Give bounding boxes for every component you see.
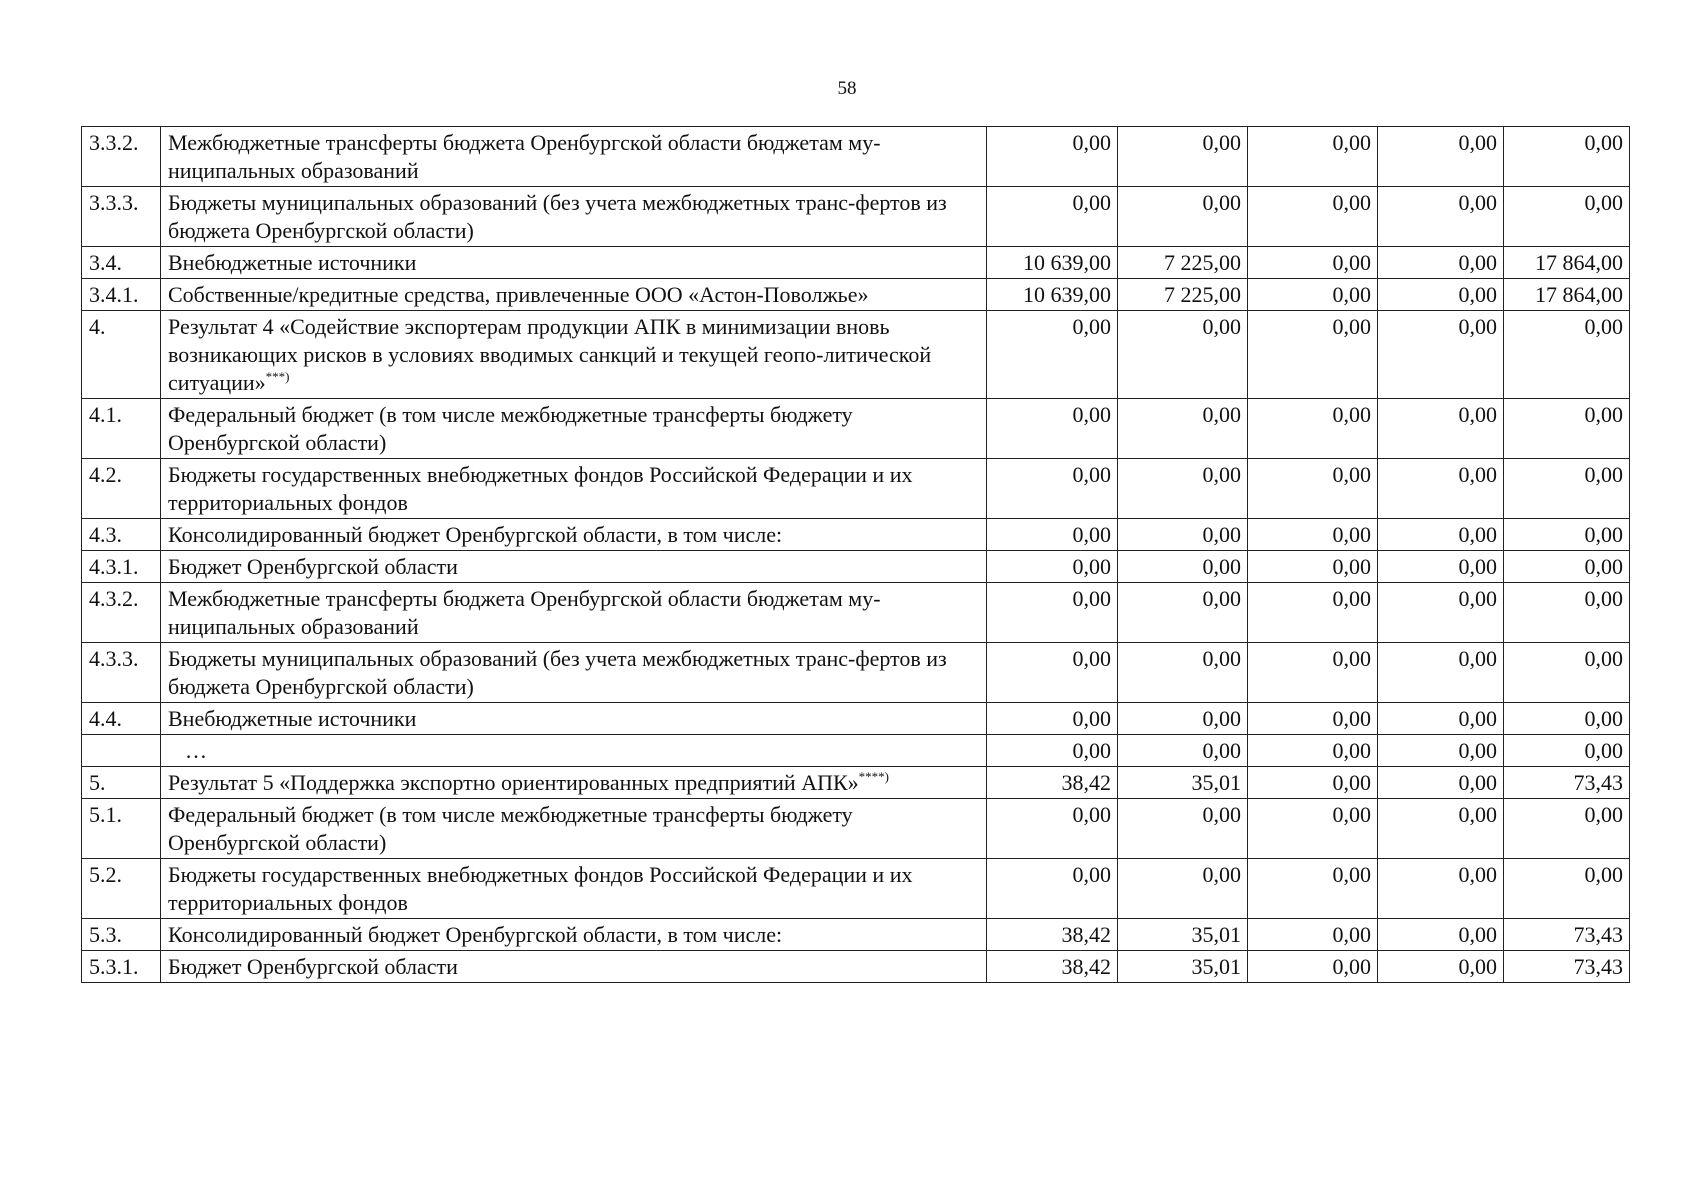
row-name: [161, 459, 987, 519]
value-cell: 0,00: [987, 127, 1118, 187]
row-number: 5.3.1.: [82, 951, 161, 983]
row-name: [161, 519, 987, 551]
value-cell: 0,00: [1504, 799, 1630, 859]
value-cell: 0,00: [987, 583, 1118, 643]
value-cell: 38,42: [987, 767, 1118, 799]
value-cell: 0,00: [1378, 735, 1504, 767]
value-cell: 73,43: [1504, 919, 1630, 951]
value-cell: 0,00: [987, 311, 1118, 399]
table-row: [82, 187, 1630, 247]
row-number: 4.: [82, 311, 161, 399]
row-number: 4.3.3.: [82, 643, 161, 703]
row-name-text: Консолидированный бюджет Оренбургской области, в том числе:: [168, 522, 783, 547]
value-cell: 0,00: [1248, 703, 1378, 735]
value-cell: 0,00: [1118, 643, 1248, 703]
value-cell: 0,00: [1378, 859, 1504, 919]
value-cell: 0,00: [1248, 799, 1378, 859]
row-name-text: Бюджеты муниципальных образований (без учета межбюджетных транс-фертов из бюджета Оренбургской области): [168, 190, 947, 243]
value-cell: 73,43: [1504, 767, 1630, 799]
footnote-mark: ***): [265, 369, 290, 384]
budget-table: [81, 126, 1630, 983]
value-cell: 0,00: [1118, 459, 1248, 519]
value-cell: 0,00: [987, 703, 1118, 735]
row-name: [161, 187, 987, 247]
row-name: [161, 583, 987, 643]
row-name-text: Бюджеты муниципальных образований (без учета межбюджетных транс-фертов из бюджета Оренбургской области): [168, 646, 947, 699]
value-cell: 0,00: [1504, 519, 1630, 551]
value-cell: 17 864,00: [1504, 247, 1630, 279]
table-row: [82, 459, 1630, 519]
row-number: 4.3.2.: [82, 583, 161, 643]
row-number: 5.2.: [82, 859, 161, 919]
row-name-text: Результат 4 «Содействие экспортерам продукции АПК в минимизации вновь возникающих рисков в условиях вводимых санкций и текущей геопо-литической ситуации»: [168, 314, 932, 395]
value-cell: 0,00: [987, 551, 1118, 583]
table-row: [82, 703, 1630, 735]
value-cell: 0,00: [1118, 187, 1248, 247]
value-cell: 0,00: [1118, 799, 1248, 859]
value-cell: 17 864,00: [1504, 279, 1630, 311]
value-cell: 0,00: [987, 643, 1118, 703]
row-name: [161, 735, 987, 767]
value-cell: 0,00: [1248, 551, 1378, 583]
table-row: [82, 951, 1630, 983]
row-number: [82, 735, 161, 767]
value-cell: 0,00: [1118, 859, 1248, 919]
value-cell: 0,00: [987, 735, 1118, 767]
row-name-text: Бюджеты государственных внебюджетных фондов Российской Федерации и их территориальных фондов: [168, 462, 913, 515]
row-name: [161, 311, 987, 399]
table-row: [82, 519, 1630, 551]
row-name-text: Внебюджетные источники: [168, 706, 417, 731]
value-cell: 0,00: [1248, 519, 1378, 551]
value-cell: 0,00: [1248, 127, 1378, 187]
value-cell: 0,00: [1248, 767, 1378, 799]
value-cell: 0,00: [1378, 187, 1504, 247]
row-name: [161, 643, 987, 703]
row-name: [161, 859, 987, 919]
table-row: [82, 279, 1630, 311]
table-row: [82, 643, 1630, 703]
table-body: [82, 127, 1630, 983]
value-cell: 0,00: [1504, 399, 1630, 459]
value-cell: 0,00: [987, 859, 1118, 919]
value-cell: 0,00: [1504, 187, 1630, 247]
value-cell: 0,00: [1504, 311, 1630, 399]
value-cell: 10 639,00: [987, 279, 1118, 311]
value-cell: 0,00: [1378, 399, 1504, 459]
row-name-text: Федеральный бюджет (в том числе межбюджетные трансферты бюджету Оренбургской области): [168, 402, 853, 455]
row-number: 3.4.1.: [82, 279, 161, 311]
value-cell: 0,00: [1248, 399, 1378, 459]
value-cell: 0,00: [1378, 311, 1504, 399]
row-number: 4.4.: [82, 703, 161, 735]
value-cell: 0,00: [1378, 799, 1504, 859]
row-number: 4.3.: [82, 519, 161, 551]
value-cell: 0,00: [1118, 583, 1248, 643]
value-cell: 0,00: [1504, 735, 1630, 767]
value-cell: 0,00: [1248, 919, 1378, 951]
row-name: [161, 551, 987, 583]
row-name-text: Консолидированный бюджет Оренбургской области, в том числе:: [168, 922, 783, 947]
row-name-text: Бюджет Оренбургской области: [168, 954, 458, 979]
row-number: 3.3.2.: [82, 127, 161, 187]
row-name-text: Бюджеты государственных внебюджетных фондов Российской Федерации и их территориальных фондов: [168, 862, 913, 915]
value-cell: 0,00: [1248, 859, 1378, 919]
value-cell: 10 639,00: [987, 247, 1118, 279]
value-cell: 35,01: [1118, 919, 1248, 951]
table-row: [82, 247, 1630, 279]
value-cell: 0,00: [1378, 703, 1504, 735]
footnote-mark: ****): [858, 769, 890, 784]
row-name-text: …: [185, 738, 207, 763]
value-cell: 0,00: [1378, 247, 1504, 279]
row-name: [161, 703, 987, 735]
value-cell: 0,00: [1504, 703, 1630, 735]
value-cell: 0,00: [1118, 127, 1248, 187]
row-number: 4.1.: [82, 399, 161, 459]
value-cell: 0,00: [1248, 643, 1378, 703]
value-cell: 38,42: [987, 951, 1118, 983]
value-cell: 0,00: [1118, 519, 1248, 551]
table-row: [82, 583, 1630, 643]
value-cell: 0,00: [1378, 919, 1504, 951]
row-name: [161, 919, 987, 951]
value-cell: 0,00: [1248, 583, 1378, 643]
value-cell: 0,00: [1504, 583, 1630, 643]
value-cell: 0,00: [987, 459, 1118, 519]
value-cell: 0,00: [1504, 127, 1630, 187]
value-cell: 0,00: [1118, 551, 1248, 583]
row-name-text: Внебюджетные источники: [168, 250, 417, 275]
row-name-text: Собственные/кредитные средства, привлеченные ООО «Астон-Поволжье»: [168, 282, 869, 307]
value-cell: 0,00: [1504, 643, 1630, 703]
value-cell: 0,00: [987, 519, 1118, 551]
row-name-text: Результат 5 «Поддержка экспортно ориентированных предприятий АПК»: [168, 770, 859, 795]
row-name-text: Межбюджетные трансферты бюджета Оренбургской области бюджетам му-ниципальных образований: [168, 130, 881, 183]
table-row: [82, 735, 1630, 767]
table-row: [82, 799, 1630, 859]
row-name: [161, 799, 987, 859]
table-row: [82, 311, 1630, 399]
value-cell: 0,00: [1504, 551, 1630, 583]
row-name: [161, 399, 987, 459]
row-name: [161, 279, 987, 311]
page-number: 58: [837, 78, 857, 99]
row-number: 3.3.3.: [82, 187, 161, 247]
value-cell: 0,00: [987, 399, 1118, 459]
value-cell: 0,00: [1118, 311, 1248, 399]
row-name-text: Бюджет Оренбургской области: [168, 554, 458, 579]
row-name: [161, 951, 987, 983]
value-cell: 35,01: [1118, 951, 1248, 983]
value-cell: 38,42: [987, 919, 1118, 951]
value-cell: 0,00: [1378, 279, 1504, 311]
row-number: 5.: [82, 767, 161, 799]
value-cell: 35,01: [1118, 767, 1248, 799]
table-row: [82, 551, 1630, 583]
table-row: [82, 859, 1630, 919]
value-cell: 0,00: [1248, 187, 1378, 247]
table-row: [82, 767, 1630, 799]
row-name: [161, 767, 987, 799]
value-cell: 0,00: [987, 187, 1118, 247]
table-row: [82, 919, 1630, 951]
value-cell: 0,00: [1378, 643, 1504, 703]
value-cell: 0,00: [1118, 703, 1248, 735]
row-name: [161, 247, 987, 279]
value-cell: 0,00: [1248, 279, 1378, 311]
row-name-text: Федеральный бюджет (в том числе межбюджетные трансферты бюджету Оренбургской области): [168, 802, 853, 855]
value-cell: 0,00: [1118, 735, 1248, 767]
row-name: [161, 127, 987, 187]
row-number: 5.1.: [82, 799, 161, 859]
value-cell: 0,00: [1504, 459, 1630, 519]
value-cell: 0,00: [1248, 459, 1378, 519]
value-cell: 0,00: [1378, 127, 1504, 187]
value-cell: 0,00: [1378, 951, 1504, 983]
row-number: 4.2.: [82, 459, 161, 519]
value-cell: 0,00: [1248, 951, 1378, 983]
value-cell: 0,00: [1248, 247, 1378, 279]
value-cell: 0,00: [1504, 859, 1630, 919]
value-cell: 0,00: [987, 799, 1118, 859]
value-cell: 0,00: [1378, 519, 1504, 551]
table-row: [82, 399, 1630, 459]
value-cell: 73,43: [1504, 951, 1630, 983]
value-cell: 0,00: [1378, 583, 1504, 643]
row-name-text: Межбюджетные трансферты бюджета Оренбургской области бюджетам му-ниципальных образований: [168, 586, 881, 639]
table-row: [82, 127, 1630, 187]
row-number: 4.3.1.: [82, 551, 161, 583]
value-cell: 7 225,00: [1118, 279, 1248, 311]
value-cell: 7 225,00: [1118, 247, 1248, 279]
value-cell: 0,00: [1378, 551, 1504, 583]
value-cell: 0,00: [1378, 459, 1504, 519]
row-number: 3.4.: [82, 247, 161, 279]
value-cell: 0,00: [1248, 311, 1378, 399]
value-cell: 0,00: [1118, 399, 1248, 459]
row-number: 5.3.: [82, 919, 161, 951]
value-cell: 0,00: [1378, 767, 1504, 799]
value-cell: 0,00: [1248, 735, 1378, 767]
